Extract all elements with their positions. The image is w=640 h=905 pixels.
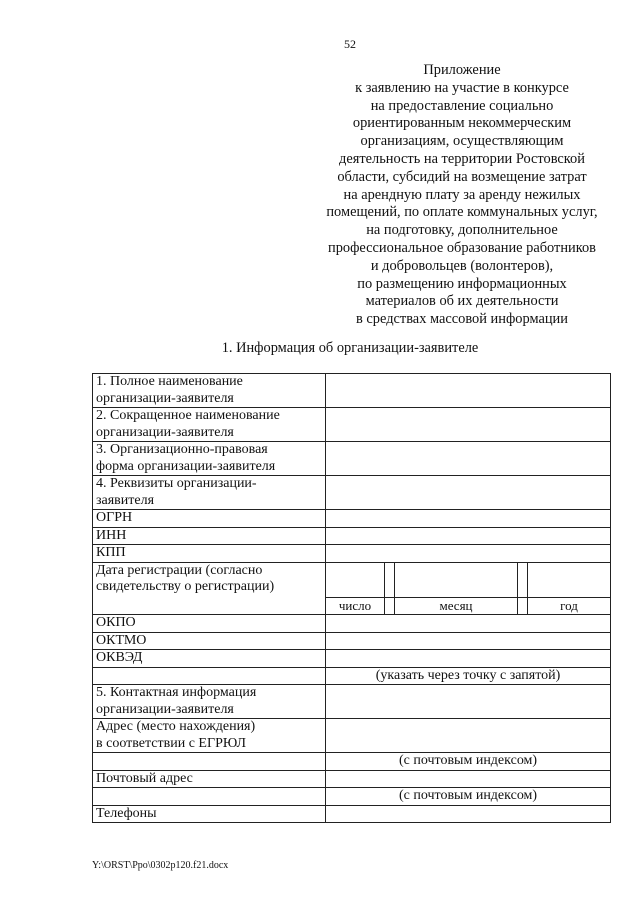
appendix-line: на подготовку, дополнительное	[366, 222, 558, 239]
reg-month-field[interactable]	[395, 562, 518, 597]
postal-note-spacer	[93, 788, 326, 806]
address-label: Адрес (место нахождения) в соответствии с ЕГРЮЛ	[93, 719, 326, 753]
okpo-label: ОКПО	[93, 615, 326, 633]
month-caption: месяц	[395, 597, 518, 615]
appendix-line: в средствах массовой информации	[356, 311, 568, 328]
appendix-line: на арендную плату за аренду нежилых	[343, 186, 581, 203]
appendix-line: деятельность на территории Ростовской	[339, 150, 585, 167]
ogrn-label: ОГРН	[93, 510, 326, 528]
appendix-line: по размещению информационных	[357, 275, 567, 292]
address-note-spacer	[93, 753, 326, 771]
postal-index-hint: (с почтовым индексом)	[326, 788, 611, 806]
postal-address-label: Почтовый адрес	[93, 770, 326, 788]
ogrn-field[interactable]	[326, 510, 611, 528]
appendix-line: области, субсидий на возмещение затрат	[337, 168, 587, 185]
okved-field[interactable]	[326, 650, 611, 668]
date-separator	[385, 597, 395, 615]
year-caption: год	[528, 597, 611, 615]
file-path-footer: Y:\ORST\Ppo\0302p120.f21.docx	[92, 860, 229, 871]
short-name-field[interactable]	[326, 408, 611, 442]
requisites-label: 4. Реквизиты организации- заявителя	[93, 476, 326, 510]
reg-year-field[interactable]	[528, 562, 611, 597]
inn-field[interactable]	[326, 527, 611, 545]
appendix-line: Приложение	[423, 62, 501, 78]
full-name-label: 1. Полное наименование организации-заявителя	[93, 374, 326, 408]
appendix-header	[306, 62, 618, 329]
date-separator	[518, 562, 528, 597]
address-field[interactable]	[326, 719, 611, 753]
date-separator	[518, 597, 528, 615]
phones-field[interactable]	[326, 805, 611, 823]
okved-note-spacer	[93, 667, 326, 685]
appendix-line: организациям, осуществляющим	[360, 133, 564, 150]
short-name-label: 2. Сокращенное наименование организации-заявителя	[93, 408, 326, 442]
page-number: 52	[344, 37, 356, 51]
inn-label: ИНН	[93, 527, 326, 545]
appendix-line: материалов об их деятельности	[365, 293, 559, 310]
okpo-field[interactable]	[326, 615, 611, 633]
address-postal-index-hint: (с почтовым индексом)	[326, 753, 611, 771]
appendix-line: ориентированным некоммерческим	[352, 115, 572, 132]
appendix-line: помещений, по оплате коммунальных услуг,	[326, 204, 598, 221]
kpp-field[interactable]	[326, 545, 611, 563]
legal-form-label: 3. Организационно-правовая форма организации-заявителя	[93, 442, 326, 476]
reg-day-field[interactable]	[326, 562, 385, 597]
oktmo-field[interactable]	[326, 632, 611, 650]
kpp-label: КПП	[93, 545, 326, 563]
contact-info-field[interactable]	[326, 685, 611, 719]
organization-info-table	[92, 373, 611, 823]
day-caption: число	[326, 597, 385, 615]
registration-date-label: Дата регистрации (согласно свидетельству о регистрации)	[93, 562, 326, 615]
postal-address-field[interactable]	[326, 770, 611, 788]
section-title: 1. Информация об организации-заявителе	[221, 340, 479, 356]
appendix-line: к заявлению на участие в конкурсе	[355, 79, 569, 96]
okved-hint: (указать через точку с запятой)	[326, 667, 611, 685]
phones-label: Телефоны	[93, 805, 326, 823]
appendix-line: и добровольцев (волонтеров),	[370, 257, 554, 274]
appendix-line: профессиональное образование работников	[328, 239, 596, 256]
okved-label: ОКВЭД	[93, 650, 326, 668]
contact-info-label: 5. Контактная информация организации-заявителя	[93, 685, 326, 719]
appendix-line: на предоставление социально	[370, 97, 554, 114]
oktmo-label: ОКТМО	[93, 632, 326, 650]
date-separator	[385, 562, 395, 597]
full-name-field[interactable]	[326, 374, 611, 408]
requisites-field[interactable]	[326, 476, 611, 510]
legal-form-field[interactable]	[326, 442, 611, 476]
